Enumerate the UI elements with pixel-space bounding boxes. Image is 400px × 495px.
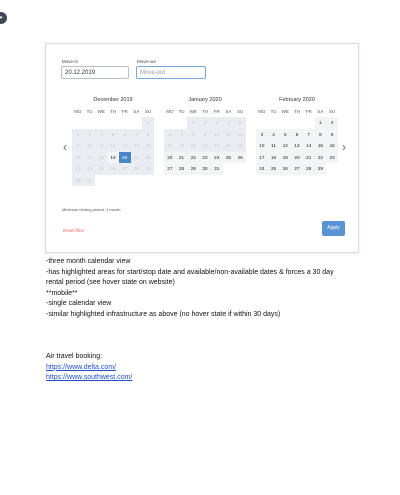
day-blank [131, 117, 143, 129]
calendar-day[interactable]: 29 [187, 163, 199, 175]
calendar-day: 6 [164, 129, 176, 141]
calendar-day[interactable]: 2 [326, 117, 338, 129]
weekday-header [72, 107, 154, 117]
date-picker-screenshot [45, 43, 359, 253]
calendar-day[interactable]: 17 [256, 152, 268, 164]
calendar-day: 24 [84, 163, 96, 175]
calendar-day: 23 [72, 163, 84, 175]
day-blank [164, 117, 176, 129]
notes-list [46, 257, 376, 320]
calendar-day[interactable]: 10 [256, 140, 268, 152]
calendar-day[interactable]: 3 [256, 129, 268, 141]
day-blank [291, 117, 303, 129]
note-line: -similar highlighted infrastructure as above (no hover state if within 30 days) [46, 310, 281, 318]
calendar-day[interactable]: 23 [326, 152, 338, 164]
calendar-day: 1 [142, 117, 154, 129]
calendar-day: 13 [119, 140, 131, 152]
day-grid [256, 117, 338, 175]
note-line: rental period (see hover state on website) [46, 279, 175, 286]
air-travel-section [46, 352, 132, 384]
day-blank [176, 117, 188, 129]
month-title: February 2020 [279, 97, 315, 103]
calendar-day[interactable]: 6 [291, 129, 303, 141]
month-title: January 2020 [188, 97, 222, 103]
month-title: December 2019 [93, 97, 133, 103]
month-january [164, 97, 246, 175]
calendar-day: 14 [131, 140, 143, 152]
weekday-label: SA [133, 109, 140, 114]
note-line: -has highlighted areas for start/stop date and available/non-available dates & forces a 30 day [46, 268, 334, 276]
calendar-day: 3 [211, 117, 223, 129]
calendar-day: 29 [142, 163, 154, 175]
calendar-day: 22 [142, 152, 154, 164]
weekday-label: FR [121, 109, 128, 114]
calendar-day[interactable]: 20 [291, 152, 303, 164]
day-grid [72, 117, 154, 186]
weekday-label: MO [166, 109, 174, 114]
weekday-label: MO [258, 109, 266, 114]
calendar-day: 25 [95, 163, 107, 175]
calendar-day[interactable]: 18 [268, 152, 280, 164]
weekday-label: SU [329, 109, 336, 114]
weekday-label: FR [213, 109, 220, 114]
calendar-day[interactable]: 8 [315, 129, 327, 141]
weekday-label: WE [97, 109, 105, 114]
calendar-day: 4 [95, 129, 107, 141]
calendar-day: 18 [223, 140, 235, 152]
calendar-day[interactable]: 25 [223, 152, 235, 164]
month-december [72, 97, 154, 186]
calendar-day: 2 [72, 129, 84, 141]
calendar-day: 7 [176, 129, 188, 141]
day-blank [72, 117, 84, 129]
day-blank [119, 117, 131, 129]
weekday-label: WE [189, 109, 197, 114]
weekday-header [256, 107, 338, 117]
calendar-day: 7 [131, 129, 143, 141]
calendar-day[interactable]: 12 [279, 140, 291, 152]
calendar-day[interactable]: 23 [199, 152, 211, 164]
calendar-day[interactable]: 9 [326, 129, 338, 141]
calendar-day[interactable]: 20 [164, 152, 176, 164]
calendar-day[interactable]: 22 [187, 152, 199, 164]
calendar-day: 19 [234, 140, 246, 152]
calendar-day[interactable]: 30 [199, 163, 211, 175]
note-line: -single calendar view [46, 300, 112, 307]
calendar-day[interactable]: 7 [303, 129, 315, 141]
calendar-day: 15 [187, 140, 199, 152]
calendar-day: 31 [84, 175, 96, 187]
calendar-day[interactable]: 27 [291, 163, 303, 175]
note-line: -three month calendar view [46, 258, 131, 265]
weekday-label: TH [293, 109, 300, 114]
calendar-day: 3 [84, 129, 96, 141]
min-period-note: Minimum renting period: 1 month [62, 207, 121, 212]
calendar-day: 30 [72, 175, 84, 187]
calendar-day: 4 [223, 117, 235, 129]
calendar-day[interactable]: 22 [315, 152, 327, 164]
weekday-label: SU [145, 109, 152, 114]
calendar-day[interactable]: 24 [256, 163, 268, 175]
weekday-label: TU [178, 109, 185, 114]
calendar-day: 11 [95, 140, 107, 152]
weekday-label: SA [225, 109, 232, 114]
weekday-label: MO [74, 109, 82, 114]
calendar-day: 28 [131, 163, 143, 175]
calendar-day: 18 [95, 152, 107, 164]
day-grid [164, 117, 246, 175]
month-february [256, 97, 338, 175]
weekday-label: SU [237, 109, 244, 114]
calendar-day: 26 [107, 163, 119, 175]
move-out-input[interactable]: Move-out [136, 66, 206, 79]
calendar-day[interactable]: 16 [326, 140, 338, 152]
calendar-day[interactable]: 27 [164, 163, 176, 175]
move-out-label: Move-out [137, 59, 156, 64]
avatar[interactable] [0, 12, 7, 24]
calendar-day: 17 [84, 152, 96, 164]
apply-button[interactable]: Apply [322, 221, 345, 236]
calendar-day: 13 [164, 140, 176, 152]
calendar-day: 12 [107, 140, 119, 152]
day-blank [107, 117, 119, 129]
calendar-day[interactable]: 20 [119, 152, 131, 164]
calendar-day[interactable]: 14 [303, 140, 315, 152]
calendar-day: 8 [187, 129, 199, 141]
southwest-link[interactable]: https://www.southwest.com/ [46, 374, 133, 381]
calendar-day: 10 [84, 140, 96, 152]
weekday-label: WE [281, 109, 289, 114]
calendar-day[interactable]: 19 [107, 152, 119, 164]
calendar-day[interactable]: 28 [303, 163, 315, 175]
calendar-day: 21 [131, 152, 143, 164]
calendar-day: 16 [199, 140, 211, 152]
note-line: **mobile** [46, 289, 78, 297]
reset-filter-link[interactable]: Reset filter [63, 228, 85, 233]
calendar-day: 6 [119, 129, 131, 141]
calendar-day: 12 [234, 129, 246, 141]
next-month-arrow-icon[interactable]: › [342, 140, 346, 154]
weekday-label: FR [305, 109, 312, 114]
calendar-day: 14 [176, 140, 188, 152]
calendar-day: 5 [107, 129, 119, 141]
calendar-day[interactable]: 26 [279, 163, 291, 175]
calendar-day[interactable]: 24 [211, 152, 223, 164]
calendar-day: 9 [199, 129, 211, 141]
weekday-header [164, 107, 246, 117]
calendar-day[interactable]: 5 [279, 129, 291, 141]
day-blank [303, 117, 315, 129]
day-blank [84, 117, 96, 129]
calendar-day: 10 [211, 129, 223, 141]
calendar-day: 1 [187, 117, 199, 129]
day-blank [268, 117, 280, 129]
delta-link[interactable]: https://www.delta.com/ [46, 363, 117, 371]
calendar-day[interactable]: 13 [291, 140, 303, 152]
weekday-label: TH [109, 109, 116, 114]
calendar-day: 5 [234, 117, 246, 129]
calendar-day: 11 [223, 129, 235, 141]
move-in-label: Move-in [62, 59, 79, 64]
calendar-day[interactable]: 26 [234, 152, 246, 164]
air-travel-heading: Air travel booking: [46, 353, 103, 360]
calendar-day: 17 [211, 140, 223, 152]
calendar-day[interactable]: 25 [268, 163, 280, 175]
calendar-day: 9 [72, 140, 84, 152]
weekday-label: TU [270, 109, 277, 114]
calendar-day[interactable]: 21 [303, 152, 315, 164]
calendar-day[interactable]: 28 [176, 163, 188, 175]
calendar-day: 8 [142, 129, 154, 141]
day-blank [256, 117, 268, 129]
calendar-day[interactable]: 29 [315, 163, 327, 175]
calendar-day: 2 [199, 117, 211, 129]
weekday-label: SA [317, 109, 324, 114]
weekday-label: TH [201, 109, 208, 114]
move-in-input[interactable]: 20.12.2019 [61, 66, 129, 79]
calendar-day: 16 [72, 152, 84, 164]
calendar-day[interactable]: 4 [268, 129, 280, 141]
day-blank [95, 117, 107, 129]
calendar-day[interactable]: 21 [176, 152, 188, 164]
calendar-day[interactable]: 19 [279, 152, 291, 164]
calendar-day[interactable]: 15 [315, 140, 327, 152]
weekday-label: TU [86, 109, 93, 114]
calendar-day[interactable]: 1 [315, 117, 327, 129]
day-blank [279, 117, 291, 129]
calendar-day: 27 [119, 163, 131, 175]
prev-month-arrow-icon[interactable]: ‹ [63, 140, 67, 154]
calendar-day: 15 [142, 140, 154, 152]
calendar-day[interactable]: 31 [211, 163, 223, 175]
calendar-day[interactable]: 11 [268, 140, 280, 152]
